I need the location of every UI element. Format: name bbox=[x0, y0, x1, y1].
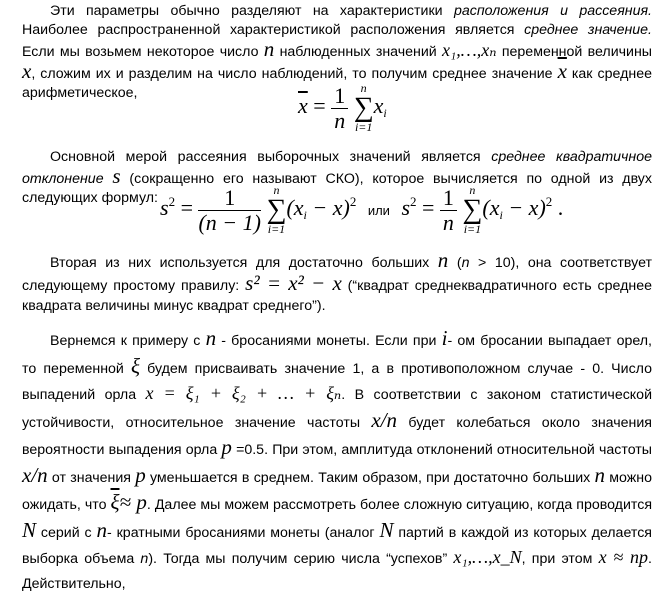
formula-exp: 2 bbox=[410, 194, 417, 210]
text: - ом бросании выпадает орел, то переменной bbox=[22, 333, 652, 377]
formula-eq: = bbox=[180, 195, 193, 221]
math-i: i bbox=[441, 326, 448, 350]
formula-variance bbox=[160, 184, 563, 236]
text: , при этом bbox=[521, 551, 599, 567]
formula-sq: 2 bbox=[545, 194, 553, 210]
math-p: p bbox=[221, 435, 232, 459]
math-n: n bbox=[96, 517, 107, 542]
text: , сложим их и разделим на число наблюдений, то получим среднее значение bbox=[31, 66, 558, 82]
text: . В соответствии с законом статистической устойчивости, относительное значение частоты bbox=[22, 387, 652, 431]
formula-dot: . bbox=[557, 195, 564, 221]
math-xN-sequence: x₁,…,x_N bbox=[453, 547, 522, 567]
formula-idx: i bbox=[499, 208, 503, 223]
formula-term: (x bbox=[482, 195, 500, 221]
text: > 10), она соответствует следующему простому правилу: bbox=[22, 255, 653, 294]
fraction-num: 1 bbox=[198, 186, 261, 211]
math-N: N bbox=[22, 517, 37, 542]
text: . Действительно, bbox=[22, 551, 652, 592]
math-n: n bbox=[205, 326, 217, 350]
text: - бросаниями монеты. Если при bbox=[216, 333, 442, 349]
emphasis: среднее квадратичное отклонение bbox=[22, 149, 652, 187]
text: как среднее арифметическое, bbox=[22, 66, 652, 101]
text: ). Тогда мы получим серию числа “успехов” bbox=[148, 551, 454, 567]
emphasis: расположения и рассеяния. bbox=[453, 3, 652, 19]
word-or: или bbox=[367, 203, 390, 219]
sum-top: n bbox=[360, 81, 367, 95]
formula-sq: 2 bbox=[349, 194, 357, 210]
math-approx-p: ≈ p bbox=[119, 490, 147, 514]
sum-top: n bbox=[273, 183, 280, 197]
fraction bbox=[331, 84, 348, 133]
math-s2-rule: s² = x² − x bbox=[245, 271, 342, 295]
math-s: s bbox=[112, 164, 121, 188]
sum-symbol: n ∑ i=1 bbox=[462, 183, 483, 236]
fraction-den: n bbox=[442, 209, 454, 235]
sum-symbol: n ∑ i=1 bbox=[353, 81, 374, 134]
formula-mean bbox=[298, 82, 387, 134]
fraction bbox=[440, 186, 457, 235]
formula-idx: i bbox=[383, 106, 387, 121]
text: Вернемся к примеру с bbox=[50, 333, 206, 349]
math-n: n bbox=[461, 255, 470, 271]
formula-term: x bbox=[373, 93, 384, 119]
text: наблюденных значений bbox=[274, 44, 442, 60]
math-xi-bar: $\overline{\xi}$ bbox=[110, 490, 120, 514]
text: будем присваивать значение 1, а в противоположном случае - 0. Число выпадений орла bbox=[22, 360, 652, 403]
text: Наиболее распространенной характеристикой расположения является bbox=[22, 22, 525, 38]
sum-bottom: i=1 bbox=[463, 222, 482, 236]
sum-bottom: i=1 bbox=[267, 222, 286, 236]
text: Если мы возьмем некоторое число bbox=[22, 44, 264, 60]
fraction-den: n bbox=[334, 107, 346, 133]
paragraph-3 bbox=[22, 250, 652, 316]
math-n: n bbox=[263, 37, 275, 61]
emphasis: среднее значение. bbox=[524, 22, 653, 38]
text: от значения bbox=[47, 469, 136, 486]
text: серий с bbox=[36, 524, 97, 541]
formula-lhs: s bbox=[401, 195, 410, 221]
formula-minus: − x) bbox=[502, 195, 546, 221]
math-p: p bbox=[135, 462, 146, 487]
fraction-num: 1 bbox=[440, 186, 457, 211]
fraction-den: (n − 1) bbox=[198, 209, 261, 235]
text: (сокращенно его называют СКО), которое вычисляется по одной из двух следующих формул: bbox=[22, 171, 652, 206]
text: будет колебаться около значения вероятности выпадения орла bbox=[22, 414, 652, 458]
text: Основной мерой рассеяния выборочных значений является bbox=[50, 149, 492, 165]
math-x-over-n: x/n bbox=[22, 462, 48, 487]
math-xi: ξ bbox=[131, 353, 141, 378]
math-n: n bbox=[437, 248, 449, 272]
formula-idx: i bbox=[303, 208, 307, 223]
text: уменьшается в среднем. Таким образом, при достаточно больших bbox=[145, 469, 595, 486]
math-x-bar: $\overline{x}$ bbox=[557, 59, 567, 83]
text: - кратными бросаниями монеты (аналог bbox=[106, 524, 380, 541]
formula-minus: − x) bbox=[306, 195, 350, 221]
fraction-num: 1 bbox=[331, 84, 348, 109]
text: партий в каждой из которых делается выборка объема bbox=[22, 524, 652, 567]
sum-top: n bbox=[469, 183, 476, 197]
formula-lhs: $\overline{x}$ bbox=[298, 93, 308, 119]
math-x-approx-np: x ≈ np bbox=[598, 547, 649, 567]
formula-term: (x bbox=[286, 195, 304, 221]
formula-eq: = bbox=[422, 195, 435, 221]
math-x: x bbox=[22, 59, 32, 83]
text: можно ожидать, что bbox=[22, 469, 652, 513]
math-n: n bbox=[594, 462, 606, 487]
sum-bottom: i=1 bbox=[354, 120, 373, 134]
text: переменной величины bbox=[496, 44, 652, 60]
formula-lhs: s bbox=[160, 195, 169, 221]
text: (“квадрат среднеквадратичного есть среднее квадрата величины минус квадрат среднего”). bbox=[22, 278, 652, 314]
formula-eq: = bbox=[313, 93, 326, 119]
formula-exp: 2 bbox=[168, 194, 176, 210]
text: . Далее мы можем рассмотреть более сложную ситуацию, когда проводится bbox=[146, 497, 653, 513]
math-x-over-n: x/n bbox=[371, 407, 398, 432]
text: ( bbox=[448, 255, 462, 271]
text: =0.5. При этом, амплитуда отклонений относительной частоты bbox=[231, 442, 652, 458]
paragraph-4 bbox=[22, 326, 652, 596]
math-x-sequence: x₁,…,xₙ bbox=[442, 40, 497, 60]
math-n: n bbox=[140, 551, 149, 567]
text: Эти параметры обычно разделяют на характеристики bbox=[50, 3, 454, 19]
math-N: N bbox=[379, 517, 394, 542]
sum-symbol: n ∑ i=1 bbox=[266, 183, 287, 236]
text: Вторая из них используется для достаточно больших bbox=[50, 255, 438, 271]
math-x-sum: x = ξ₁ + ξ₂ + … + ξₙ bbox=[145, 383, 342, 403]
fraction bbox=[198, 186, 261, 235]
